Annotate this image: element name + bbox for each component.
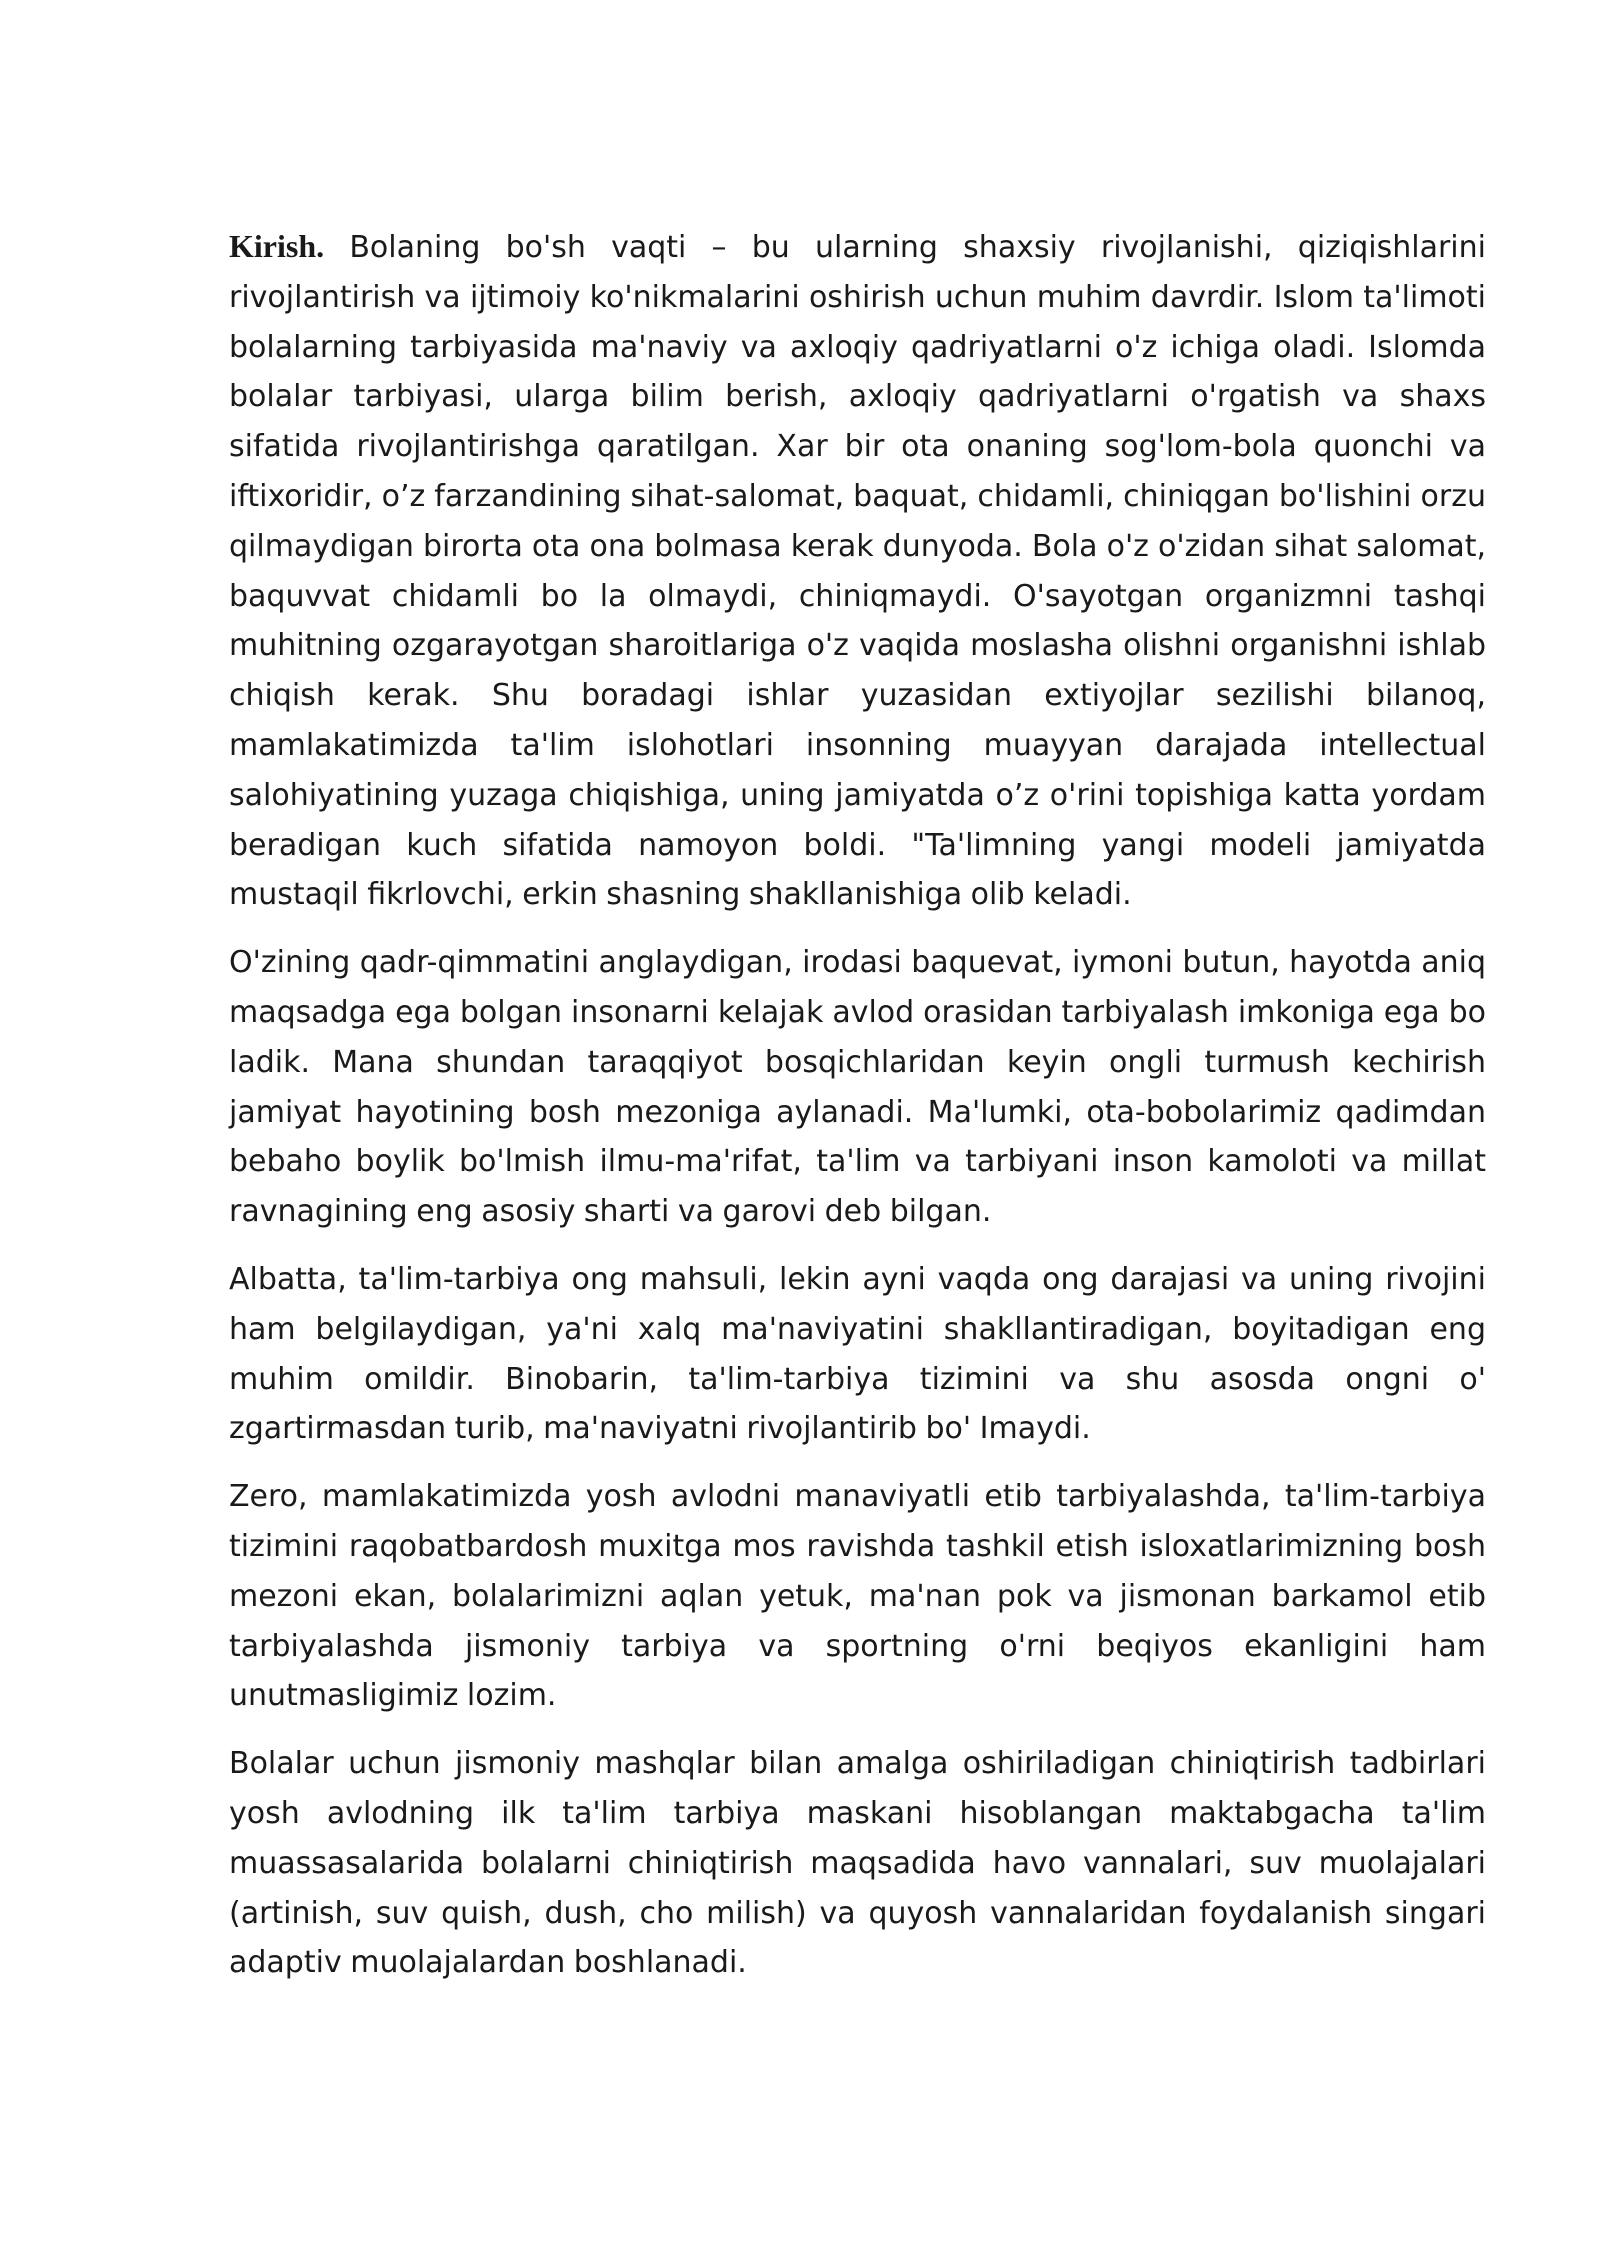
paragraph-intro xyxy=(229,222,1486,920)
paragraph-intro-text: Bolaning bo'sh vaqti – bu ularning shaxsiy rivojlanishi, qiziqishlarini rivojlantirish va ijtimoiy ko'nikmalarini oshirish uchun muhim davrdir. Islom ta'limoti bolalarning tarbiyasida ma'naviy va axloqiy qadriyatlarni o'z ichiga oladi. Islomda bolalar tarbiyasi, ularga bilim berish, axloqiy qadriyatlarni o'rgatish va shaxs sifatida rivojlantirishga qaratilgan. Xar bir ota onaning sog'lom-bola quonchi va iftixoridir, o’z farzandining sihat-salomat, baquat, chidamli, chiniqgan bo'lishini orzu qilmaydigan birorta ota ona bolmasa kerak dunyoda. Bola o'z o'zidan sihat salomat, baquvvat chidamli bo la olmaydi, chiniqmaydi. O'sayotgan organizmni tashqi muhitning ozgarayotgan sharoitlariga o'z vaqida moslasha olishni organishni ishlab chiqish kerak. Shu boradagi ishlar yuzasidan extiyojlar sezilishi bilanoq, mamlakatimizda ta'lim islohotlari insonning muayyan darajada intellectual salohiyatining yuzaga chiqishiga, uning jamiyatda o’z o'rini topishiga katta yordam beradigan kuch sifatida namoyon boldi. "Ta'limning yangi modeli jamiyatda mustaqil fikrlovchi, erkin shasning shakllanishiga olib keladi. xyxy=(229,230,1486,913)
paragraph-2: O'zining qadr-qimmatini anglaydigan, irodasi baquevat, iymoni butun, hayotda aniq maqsadga ega bolgan insonarni kelajak avlod orasidan tarbiyalash imkoniga ega bo ladik. Mana shundan taraqqiyot bosqichlaridan keyin ongli turmush kechirish jamiyat hayotining bosh mezoniga aylanadi. Ma'lumki, ota-bobolarimiz qadimdan bebaho boylik bo'lmish ilmu-ma'rifat, ta'lim va tarbiyani inson kamoloti va millat ravnagining eng asosiy sharti va garovi deb bilgan. xyxy=(229,945,1486,1230)
paragraph-4: Zero, mamlakatimizda yosh avlodni manaviyatli etib tarbiyalashda, ta'lim-tarbiya tizimini raqobatbardosh muxitga mos ravishda tashkil etish isloxatlarimizning bosh mezoni ekan, bolalarimizni aqlan yetuk, ma'nan pok va jismonan barkamol etib tarbiyalashda jismoniy tarbiya va sportning o'rni beqiyos ekanligini ham unutmasligimiz lozim. xyxy=(229,1479,1486,1714)
lead-heading: Kirish. xyxy=(229,228,325,264)
document-page xyxy=(229,222,1486,2006)
paragraph-3: Albatta, ta'lim-tarbiya ong mahsuli, lekin ayni vaqda ong darajasi va uning rivojini ham belgilaydigan, ya'ni xalq ma'naviyatini shakllantiradigan, boyitadigan eng muhim omildir. Binobarin, ta'lim-tarbiya tizimini va shu asosda ongni o' zgartirmasdan turib, ma'naviyatni rivojlantirib bo' Imaydi. xyxy=(229,1261,1486,1447)
paragraph-5: Bolalar uchun jismoniy mashqlar bilan amalga oshiriladigan chiniqtirish tadbirlari yosh avlodning ilk ta'lim tarbiya maskani hisoblangan maktabgacha ta'lim muassasalarida bolalarni chiniqtirish maqsadida havo vannalari, suv muolajalari (artinish, suv quish, dush, cho milish) va quyosh vannalaridan foydalanish singari adaptiv muolajalardan boshlanadi. xyxy=(229,1746,1486,1981)
